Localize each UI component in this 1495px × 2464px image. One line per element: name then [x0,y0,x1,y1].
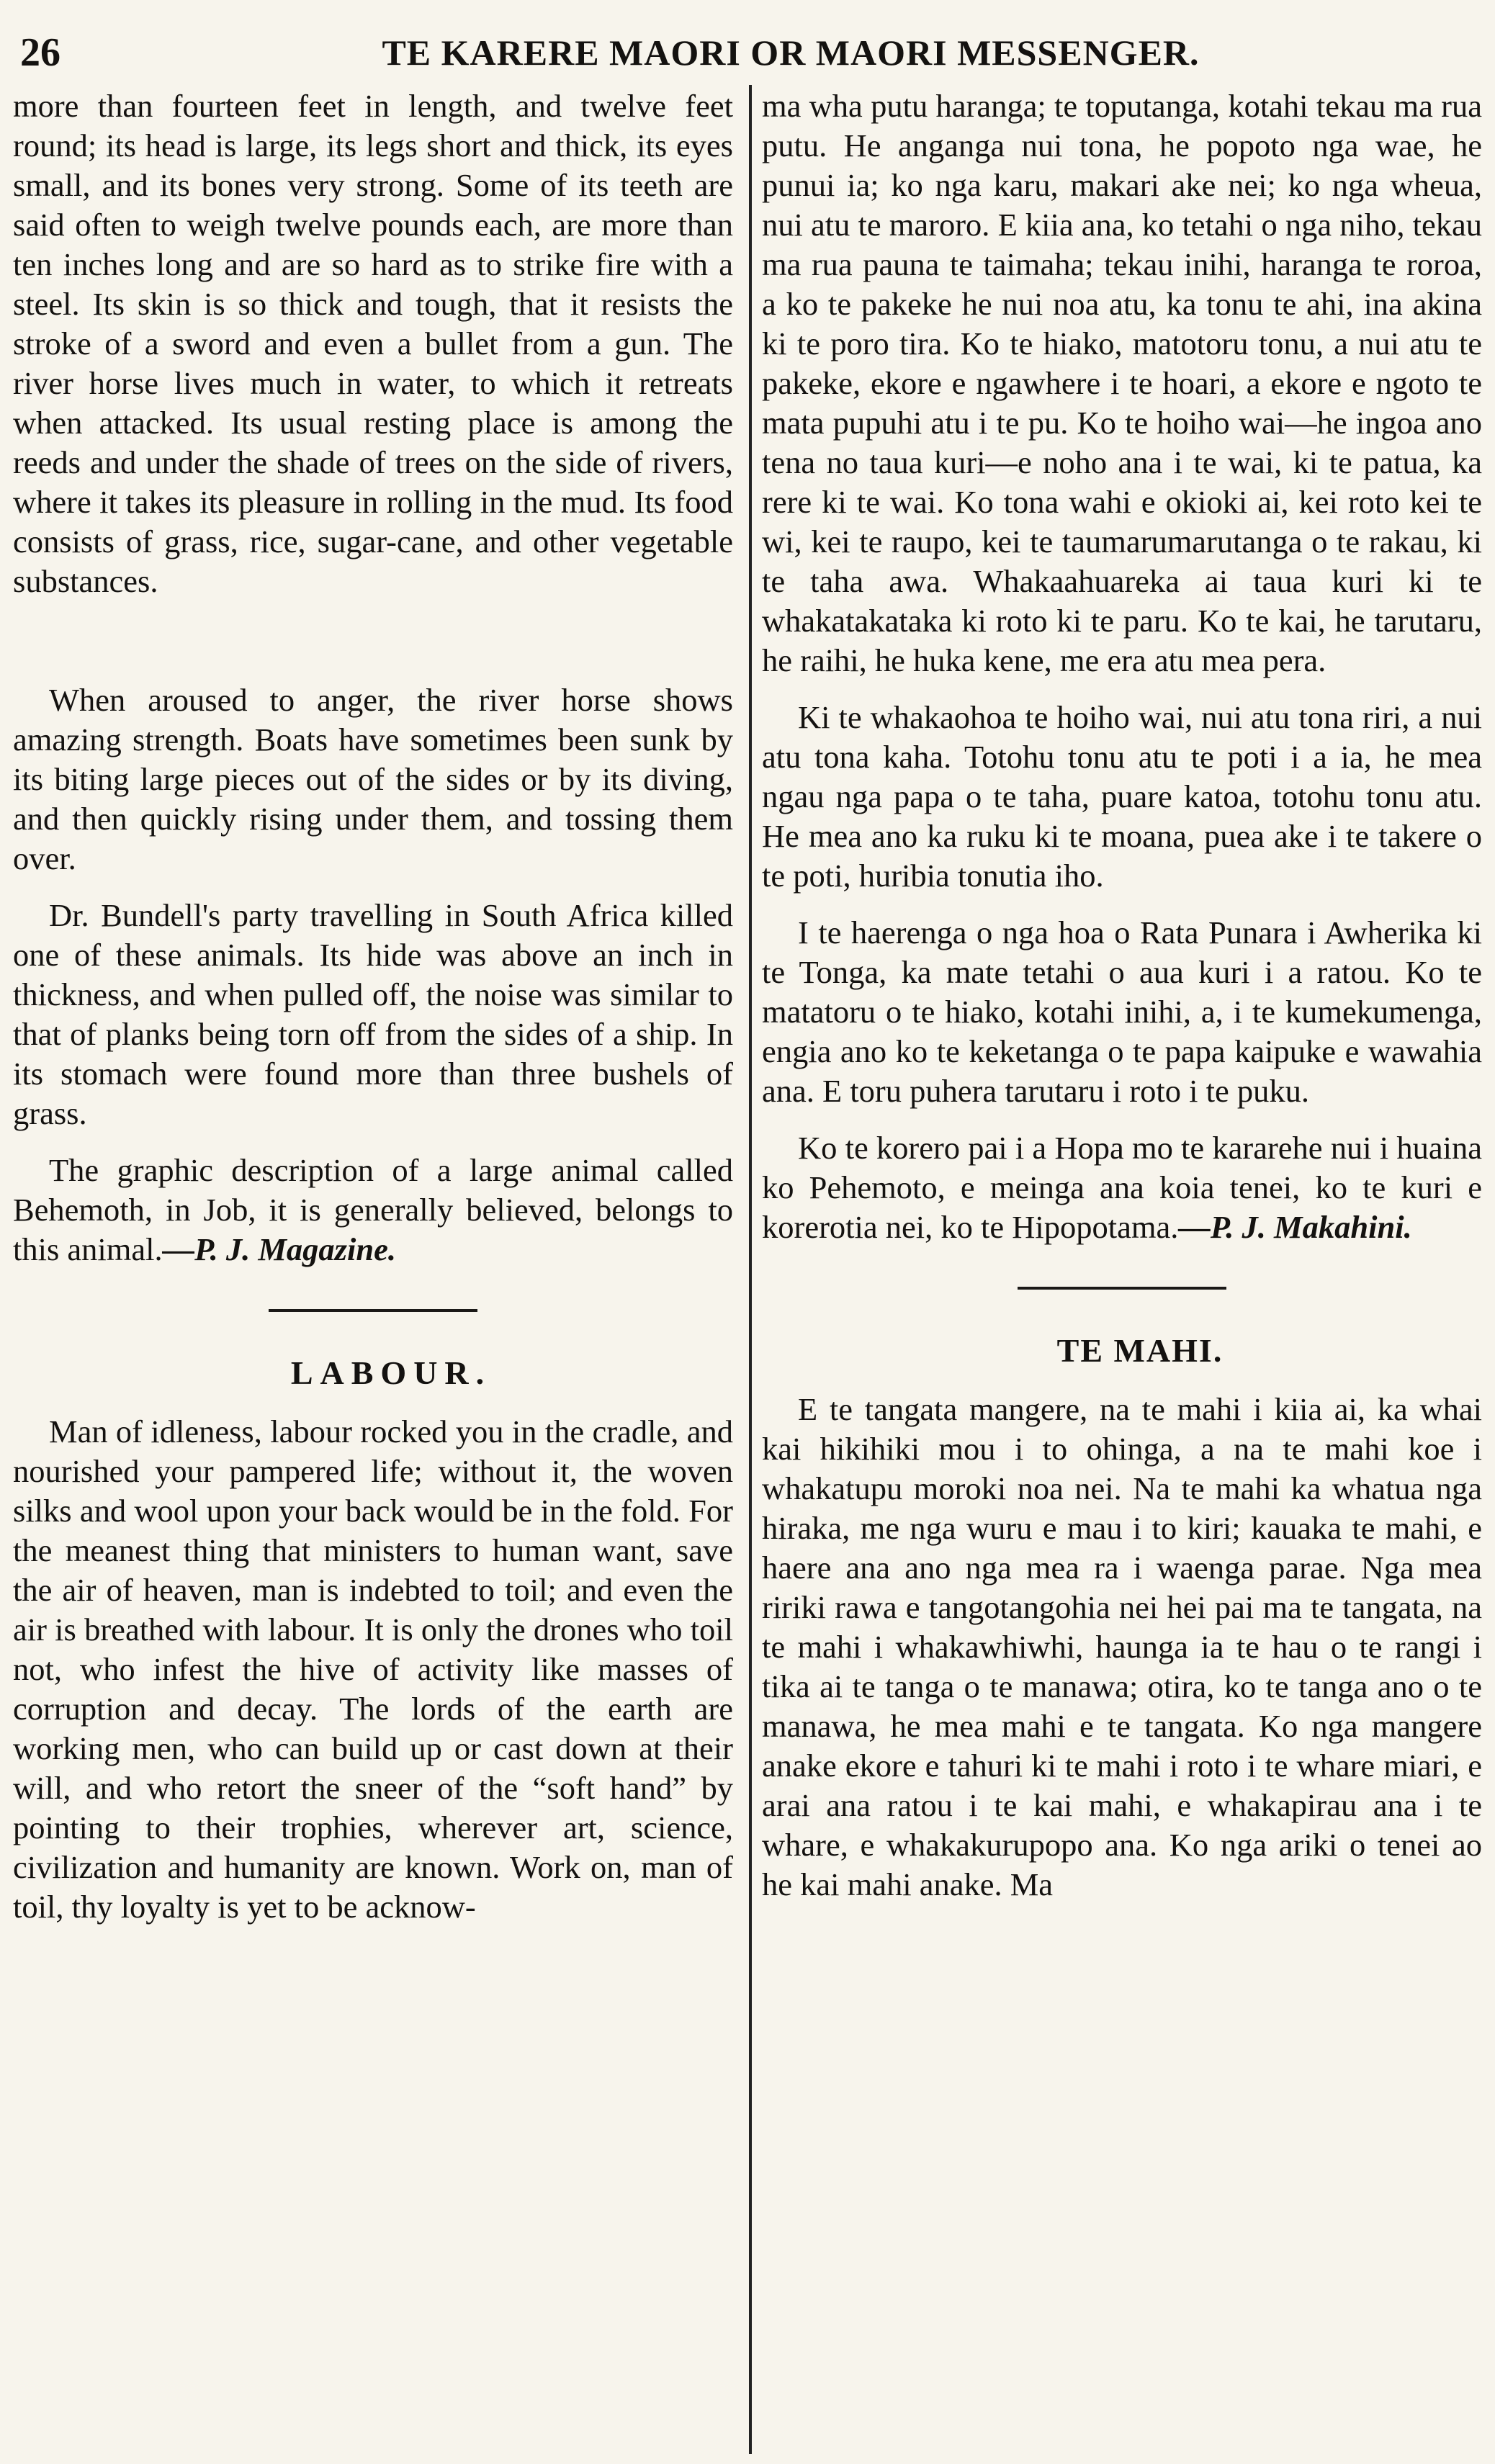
behemoth-text-maori: Ko te korero pai i a Hopa mo te kararehe nui i huaina ko Pehemoto, e meinga ana koia tenei, ko te kuri e korerotia nei, ko te Hipopotama. [762,1130,1482,1245]
hippo-description-paragraph: more than fourteen feet in length, and twelve feet round; its head is large, its legs short and thick, its eyes small, and its bones very strong. Some of its teeth are said often to weigh twelve pounds each, are more than ten inches long and are so hard as to strike fire with a steel. Its skin is so thick and tough, that it resists the stroke of a sword and even a bullet from a gun. The river horse lives much in water, to which it retreats when attacked. Its usual resting place is among the reeds and under the shade of trees on the side of rivers, where it takes its pleasure in rolling in the mud. Its food consists of grass, rice, sugar-cane, and other vegetable substances. [13,88,733,599]
running-title: TE KARERE MAORI OR MAORI MESSENGER. [382,32,1200,73]
page-header [20,27,1475,78]
spacer [762,1247,1482,1287]
spacer [762,1372,1482,1390]
spacer [13,1395,733,1412]
spacer [762,896,1482,913]
labour-paragraph: Man of idleness, labour rocked you in the cradle, and nourished your pampered life; without it, the woven silks and wool upon your back would be in the fold. For the meanest thing that ministers to human want, save the air of heaven, man is indebted to toil; and even the air is breathed with labour. It is only the drones who toil not, who infest the hive of activity like masses of corruption and decay. The lords of the earth are working men, who can build up or cast down at their will, and who retort the sneer of the “soft hand” by pointing to their trophies, wherever art, science, civilization and humanity are known. Work on, man of toil, thy loyalty is yet to be acknow- [13,1413,733,1925]
source-citation-maori: —P. J. Makahini. [1178,1209,1412,1245]
spacer [13,641,733,680]
te-mahi-paragraph: E te tangata mangere, na te mahi i kiia ai, ka whai kai hikihiki mou i to ohinga, a na te mahi koe i whakatupu moroki noa nei. Na te mahi ka whatua nga hiraka, me nga wuru e mau i to kiri; kauaka te mahi, e haere ana ano nga mea ra i waenga parae. Nga mea ririki rawa e tangotangohia nei hei pai ma te tangata, na te mahi i whakawhiwhi, haunga ia te hau o te rangi i tika ai te tanga o te manawa; otira, ko te tanga ano o te manawa, he mea mahi e te tangata. Ko nga mangere anake ekore e tahuri ki te mahi i roto i te whare miari, e arai ana ratou i te kai mahi, e whakapirau ana i te whare, e whakakurupopo ana. Ko nga ariki o tenei ao he kai mahi anake. Ma [762,1391,1482,1902]
spacer [762,1111,1482,1128]
bundell-party-paragraph-maori: I te haerenga o nga hoa o Rata Punara i Awherika ki te Tonga, ka mate tetahi o aua kuri i a ratou. Ko te matatoru o te hiako, kotahi inihi, a, i te kumekumenga, engia ano ko te keketanga o te papa kaipuke e wawahia ana. E toru puhera tarutaru i roto i te puku. [762,914,1482,1109]
english-column [13,86,733,2455]
source-citation: —P. J. Magazine. [162,1231,396,1267]
spacer [13,1133,733,1151]
spacer [13,1312,733,1352]
spacer [762,1290,1482,1329]
behemoth-text: The graphic description of a large animal called Behemoth, in Job, it is generally believed, belongs to this animal. [13,1152,733,1267]
behemoth-paragraph-maori [762,1128,1482,1247]
hippo-strength-paragraph-maori: Ki te whakaohoa te hoiho wai, nui atu tona riri, a nui atu tona kaha. Totohu tonu atu te poti i a ia, he mea ngau nga papa o te taha, puare katoa, totohu tonu atu. He mea ano ka ruku ki te moana, puea ake i te takere o te poti, huribia tonutia iho. [762,699,1482,894]
hippo-strength-paragraph: When aroused to anger, the river horse shows amazing strength. Boats have sometimes been sunk by its biting large pieces out of the sides or by its diving, and then quickly rising under them, and tossing them over. [13,682,733,876]
spacer [13,878,733,896]
hippo-description-paragraph-maori: ma wha putu haranga; te toputanga, kotahi tekau ma rua putu. He anganga nui tona, he popoto nga wae, he punui ia; ko nga karu, makari ake nei; ko nga wheua, nui atu te maroro. E kiia ana, ko tetahi o nga niho, tekau ma rua pauna te taimaha; tekau inihi, haranga te roroa, a ko te pakeke he nui noa atu, ka tonu te ahi, ina akina ki te poro tira. Ko te hiako, matotoru tonu, a nui atu te pakeke, ekore e ngawhere i te hoari, a ekore e ngoto te mata pupuhi atu i te pu. Ko te hoiho wai—he ingoa ano tena no taua kuri—e noho ana i te wai, ki te patua, ka rere ki te wai. Ko tona wahi e okioki ai, kei roto kei te wi, kei te raupo, kei te taumarumarutanga o te rakau, ki te taha awa. Whakaahuareka ai taua kuri ki te whakatakataka ki roto ki te paru. Ko te kai, he tarutaru, he raihi, he huka kene, me era atu mea pera. [762,88,1482,678]
column-rule [749,85,752,2454]
spacer [13,1269,733,1309]
spacer [762,680,1482,698]
maori-column [762,86,1482,2455]
bundell-party-paragraph: Dr. Bundell's party travelling in South Africa killed one of these animals. Its hide was above an inch in thickness, and when pulled off, the noise was similar to that of planks being torn off from the sides of a ship. In its stomach were found more than three bushels of grass. [13,897,733,1131]
section-title-labour: LABOUR. [290,1354,492,1391]
section-title-te-mahi: TE MAHI. [1056,1332,1224,1369]
page-number: 26 [20,30,60,75]
behemoth-paragraph [13,1151,733,1269]
spacer [13,601,733,641]
